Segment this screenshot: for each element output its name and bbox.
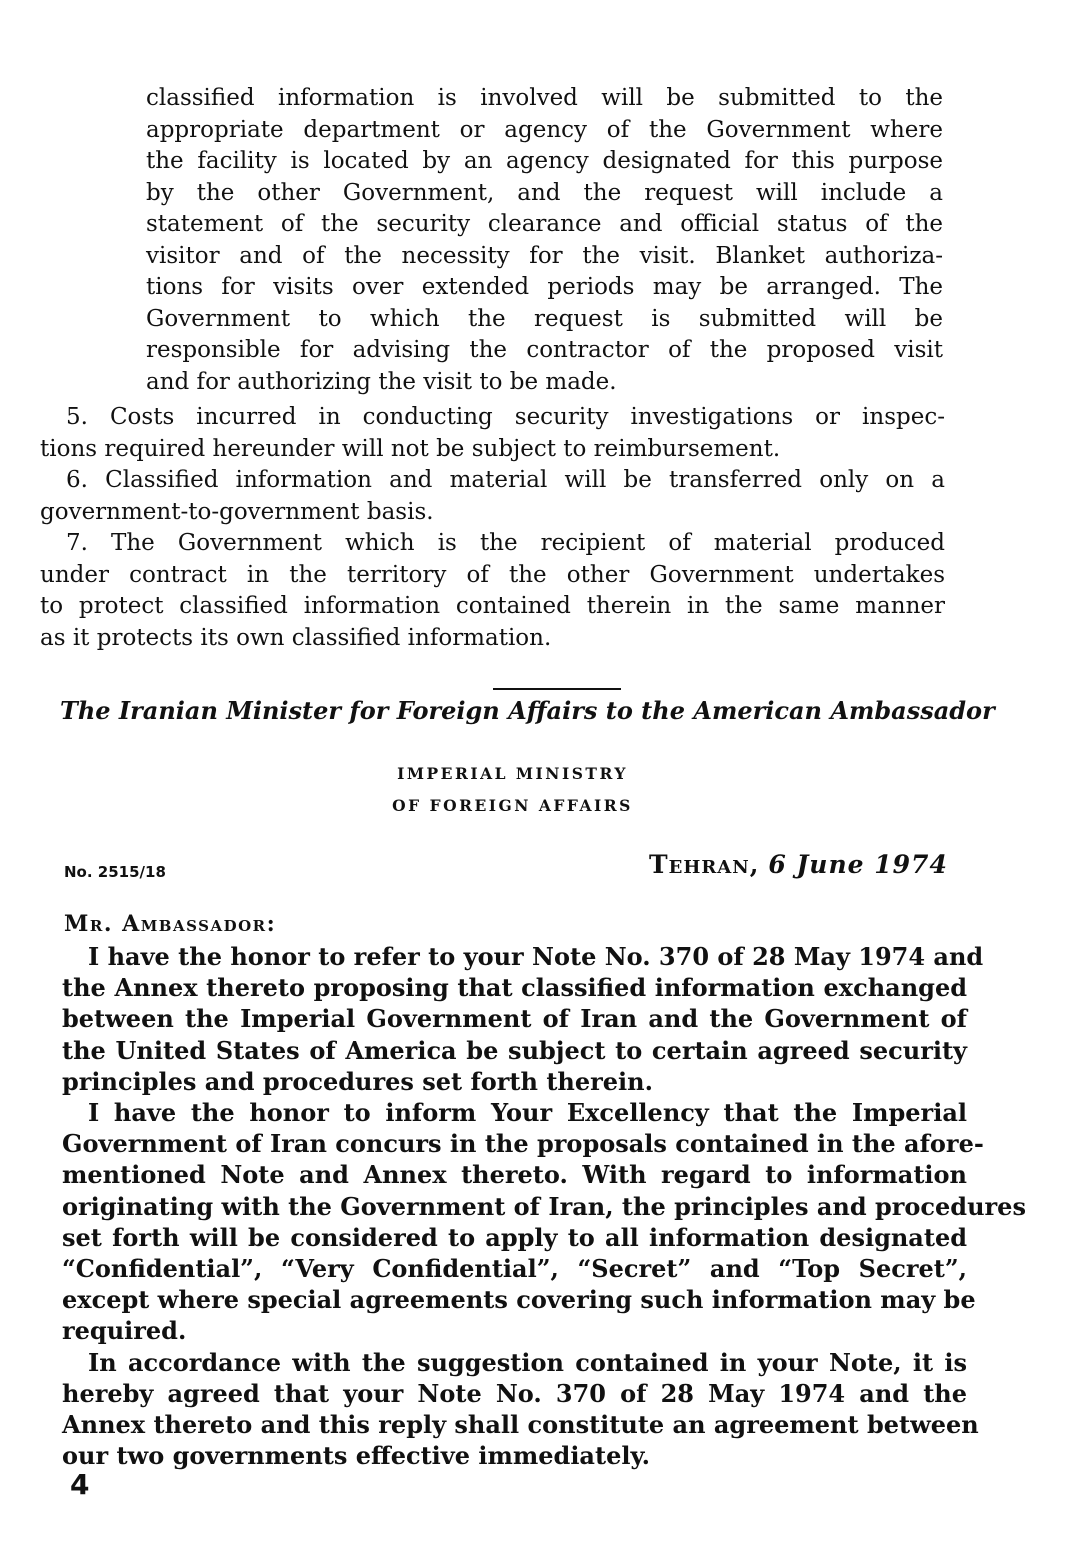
text-line: I have the honor to refer to your Note No. 370 of 28 May 1974 and (88, 942, 984, 971)
salutation: Mr. Ambassador: (64, 911, 277, 937)
text-line: tions for visits over extended periods may be arranged. The (146, 274, 943, 300)
text-line: 6. Classified information and material will be transferred only on a (66, 467, 945, 493)
continuation-paragraph (146, 83, 943, 398)
text-line: required. (62, 1316, 187, 1346)
text-line: mentioned Note and Annex thereto. With regard to information (62, 1160, 967, 1190)
text-line: classified information is involved will be submitted to the (146, 85, 943, 111)
text-line: I have the honor to inform Your Excellency that the Imperial (88, 1098, 967, 1128)
letter-heading: The Iranian Minister for Foreign Affairs to the American Ambassador (60, 696, 995, 725)
text-line: 7. The Government which is the recipient of material produced (66, 530, 945, 556)
numbered-items (40, 402, 945, 654)
paragraph-1 (62, 941, 984, 1097)
ministry-name-line-1: IMPERIAL MINISTRY (397, 764, 628, 783)
text-line: set forth will be considered to apply to all information designated (62, 1222, 967, 1252)
text-line: Government of Iran concurs in the proposals contained in the afore- (62, 1129, 984, 1159)
ministry-name-line-2: OF FOREIGN AFFAIRS (392, 796, 633, 815)
item-6 (40, 465, 945, 528)
text-line: responsible for advising the contractor of the proposed visit (146, 337, 943, 363)
page-number: 4 (70, 1468, 90, 1501)
paragraph-2 (62, 1097, 1026, 1347)
text-line: and for authorizing the visit to be made. (146, 368, 617, 395)
text-line: the United States of America be subject to certain agreed security (62, 1035, 967, 1065)
text-line: the Annex thereto proposing that classified information exchanged (62, 973, 967, 1003)
date: 6 June 1974 (768, 850, 948, 879)
place: Tehran, (649, 850, 760, 879)
letter-body (62, 941, 1026, 1471)
text-line: “Confidential”, “Very Confidential”, “Secret” and “Top Secret”, (62, 1254, 967, 1284)
item-5 (40, 402, 945, 465)
text-line: to protect classified information contained therein in the same manner (40, 593, 945, 619)
text-line: as it protects its own classified information. (40, 624, 552, 651)
text-line: tions required hereunder will not be subject to reimbursement. (40, 435, 781, 462)
text-line: government-to-government basis. (40, 498, 434, 525)
section-divider (493, 688, 621, 690)
text-line: statement of the security clearance and official status of the (146, 211, 943, 237)
text-line: visitor and of the necessity for the visit. Blanket authoriza- (146, 242, 943, 269)
document-number: No. 2515/18 (64, 863, 166, 881)
text-line: Government to which the request is submitted will be (146, 305, 943, 332)
text-line: between the Imperial Government of Iran and the Government of (62, 1004, 967, 1034)
item-7 (40, 528, 945, 654)
text-line: the facility is located by an agency designated for this purpose (146, 148, 943, 174)
text-line: under contract in the territory of the other Government undertakes (40, 561, 945, 588)
text-line: except where special agreements covering such information may be (62, 1285, 976, 1315)
place-and-date (649, 850, 948, 879)
paragraph-3 (62, 1347, 979, 1472)
text-line: by the other Government, and the request will include a (146, 179, 943, 206)
text-line: 5. Costs incurred in conducting security investigations or inspec- (66, 404, 945, 430)
text-line: appropriate department or agency of the Government where (146, 116, 943, 143)
text-line: originating with the Government of Iran, the principles and procedures (62, 1191, 1026, 1221)
text-line: Annex thereto and this reply shall constitute an agreement between (62, 1410, 979, 1440)
text-line: principles and procedures set forth therein. (62, 1066, 653, 1096)
text-line: In accordance with the suggestion contained in your Note, it is (88, 1347, 967, 1377)
text-line: our two governments effective immediately. (62, 1441, 650, 1471)
text-line: hereby agreed that your Note No. 370 of 28 May 1974 and the (62, 1378, 967, 1408)
